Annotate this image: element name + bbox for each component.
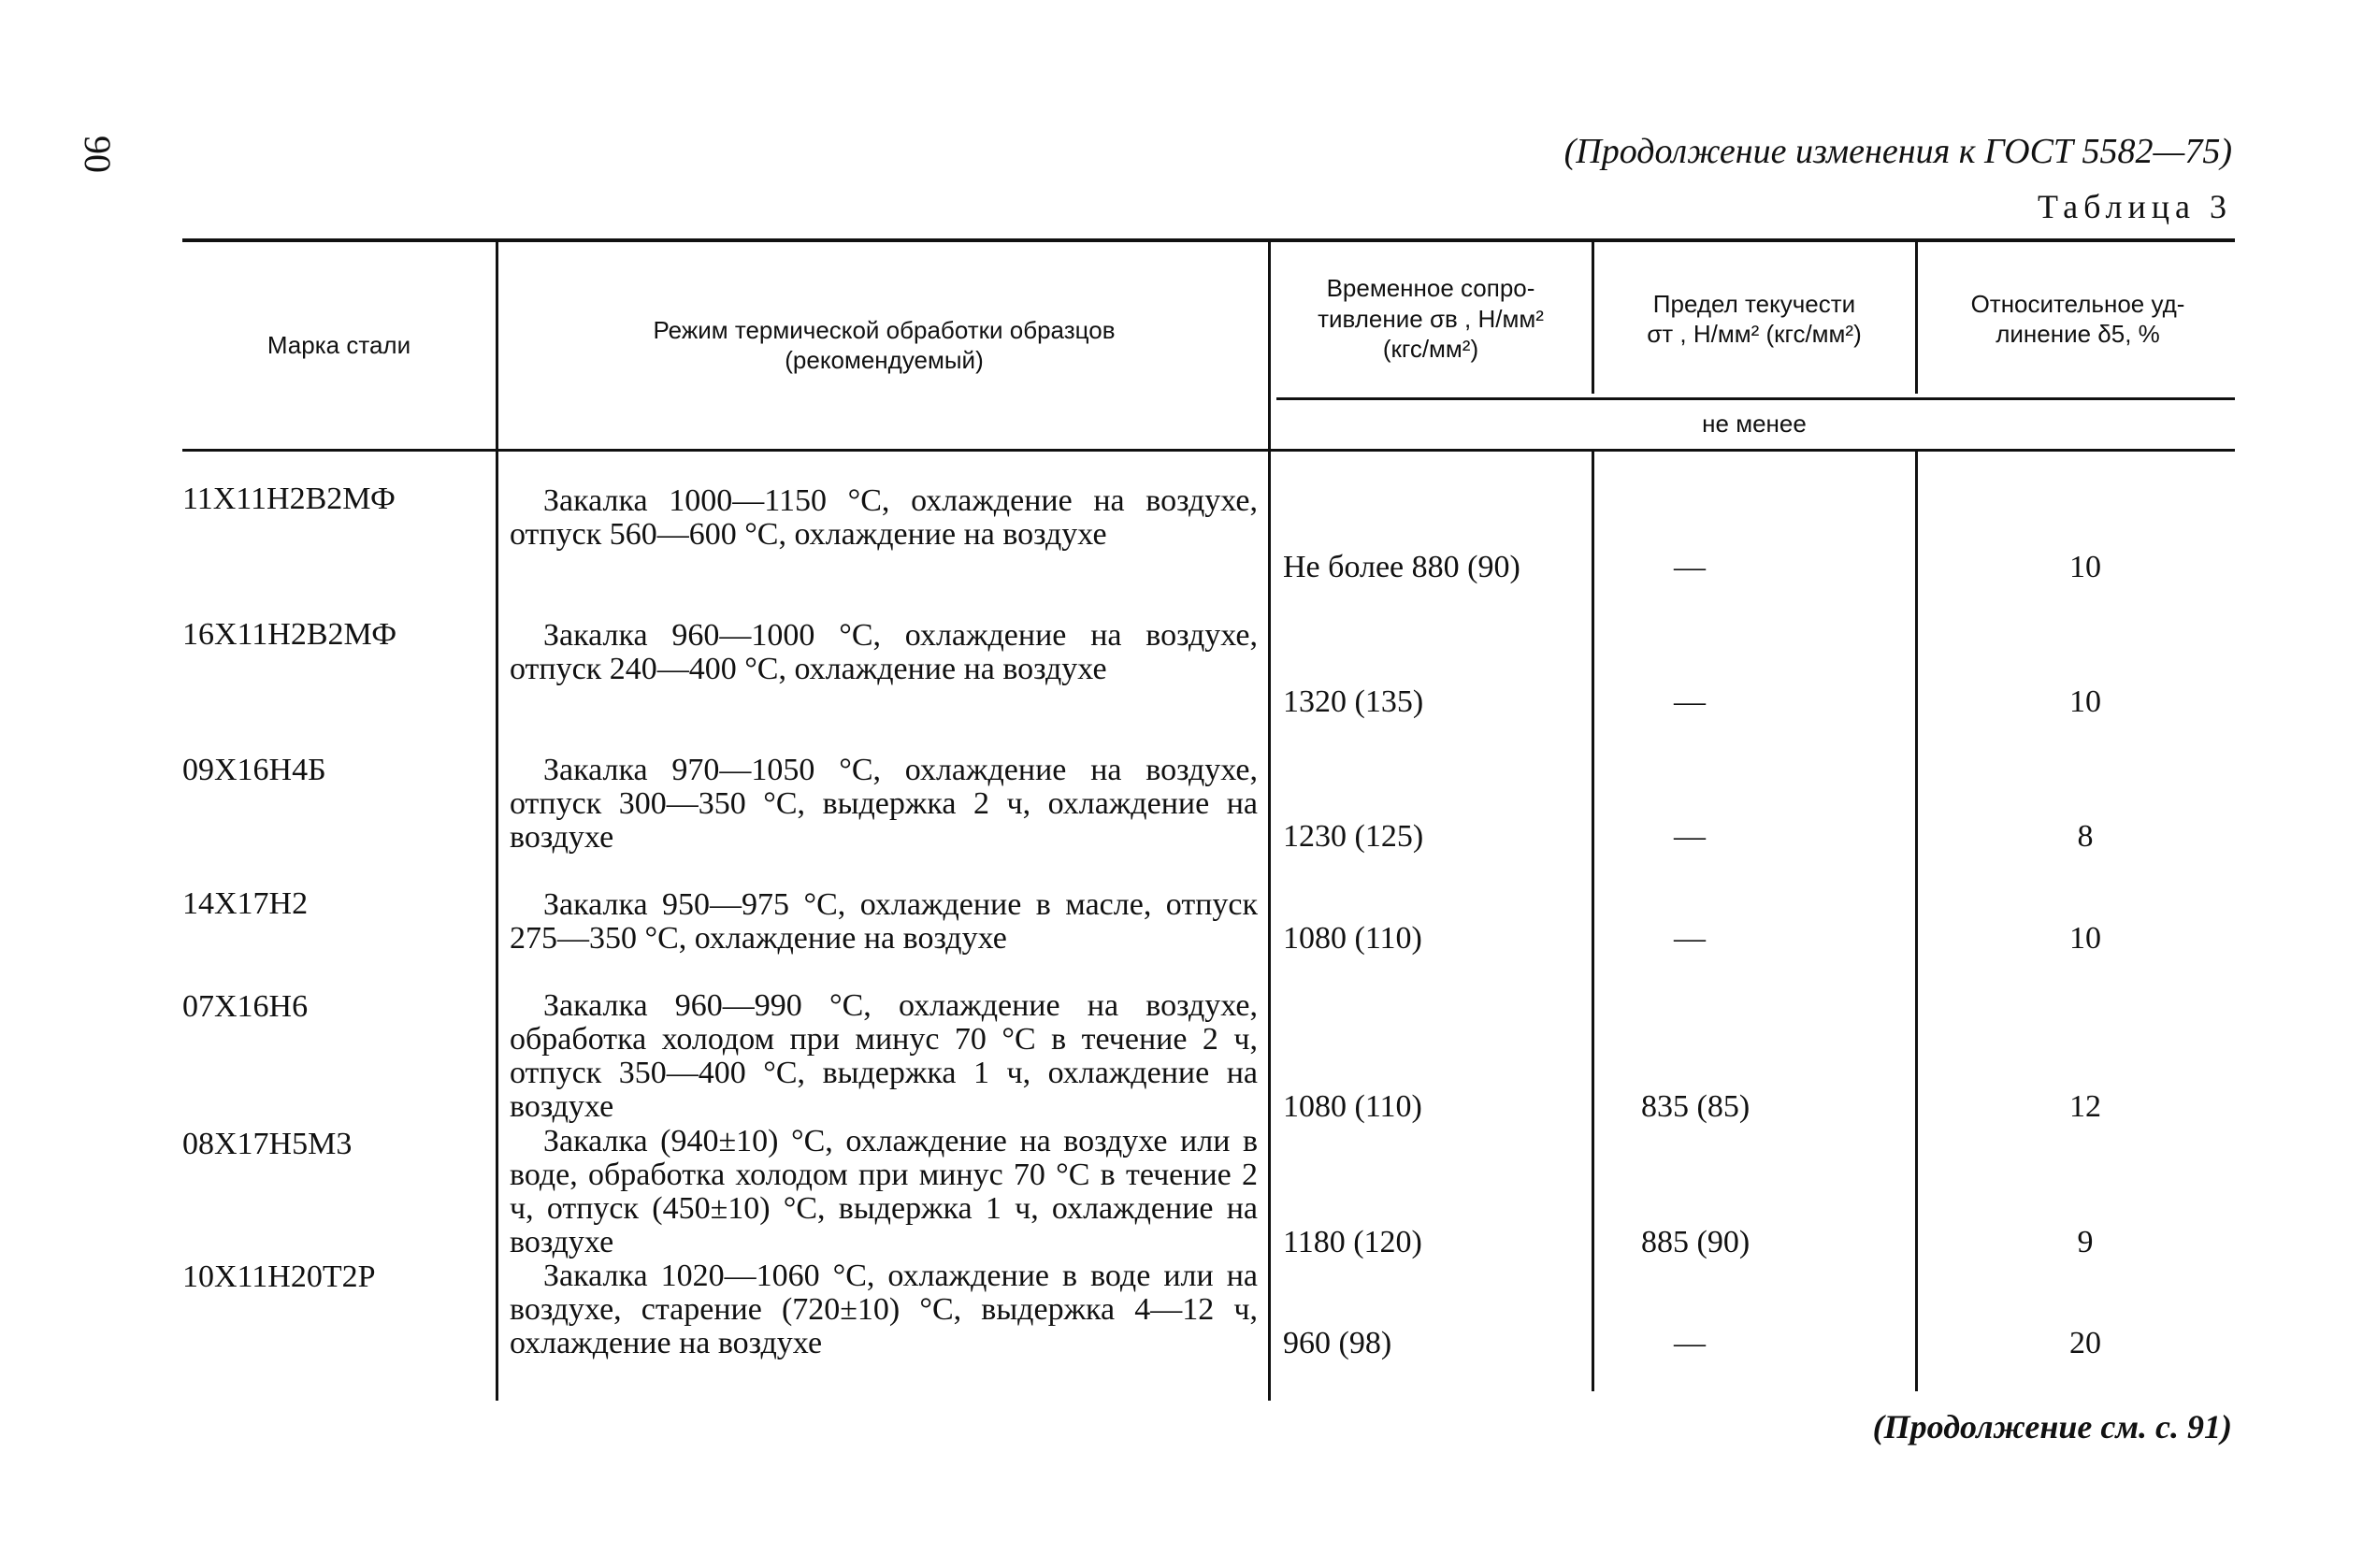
row-tensile: Не более 880 (90)	[1283, 550, 1520, 584]
row-yield: —	[1674, 921, 1706, 956]
row-elongation: 10	[2069, 550, 2101, 584]
header-not-less	[1274, 400, 2235, 447]
header-mode-line1: Режим термической обработки образцов	[653, 315, 1116, 344]
header-elongation	[1921, 245, 2235, 393]
row-tensile: 1080 (110)	[1283, 921, 1422, 956]
row-yield: —	[1674, 819, 1706, 854]
header-tensile-line1: Временное сопро-	[1326, 274, 1535, 303]
row-tensile: 1180 (120)	[1283, 1225, 1422, 1259]
column-divider-3	[1592, 241, 1594, 394]
row-yield: 835 (85)	[1641, 1089, 1751, 1124]
row-elongation: 10	[2069, 684, 2101, 719]
row-tensile: 960 (98)	[1283, 1326, 1392, 1360]
table-title: Таблица 3	[2038, 188, 2232, 225]
header-mode	[503, 245, 1265, 445]
header-elongation-line2: линение δ5, %	[1996, 320, 2160, 348]
header-not-less-label: не менее	[1702, 409, 1807, 438]
header-yield	[1597, 245, 1911, 393]
row-grade: 09Х16Н4Б	[182, 753, 326, 787]
row-tensile: 1230 (125)	[1283, 819, 1424, 854]
row-grade: 08Х17Н5М3	[182, 1127, 353, 1161]
row-grade: 11Х11Н2В2МФ	[182, 482, 396, 516]
row-elongation: 12	[2069, 1089, 2101, 1124]
row-elongation: 9	[2077, 1225, 2094, 1259]
row-elongation: 20	[2069, 1326, 2101, 1360]
row-grade: 10Х11Н20Т2Р	[182, 1259, 376, 1294]
header-yield-line2: σт , Н/мм² (кгс/мм²)	[1647, 320, 1862, 348]
continuation-header: (Продолжение изменения к ГОСТ 5582—75)	[1563, 132, 2232, 171]
row-mode: Закалка (940±10) °С, охлаждение на воздухе или в воде, обработка холодом при минус 70 °С в течение 2 ч, отпуск (450±10) °С, выдержка 1 ч, охлаждение на воздухе	[510, 1124, 1258, 1259]
row-mode: Закалка 1000—1150 °С, охлаждение на воздухе, отпуск 560—600 °С, охлаждение на воздухе	[510, 483, 1258, 552]
row-elongation: 10	[2069, 921, 2101, 956]
header-elongation-line1: Относительное уд-	[1970, 289, 2185, 318]
header-tensile	[1274, 245, 1588, 393]
row-elongation: 8	[2077, 819, 2094, 854]
row-mode: Закалка 970—1050 °С, охлаждение на воздухе, отпуск 300—350 °С, выдержка 2 ч, охлаждение на воздухе	[510, 753, 1258, 855]
header-grade-label: Марка стали	[267, 330, 411, 359]
header-mode-line2: (рекомендуемый)	[785, 346, 984, 374]
row-mode: Закалка 960—1000 °С, охлаждение на воздухе, отпуск 240—400 °С, охлаждение на воздухе	[510, 618, 1258, 686]
column-divider-3-body	[1592, 452, 1594, 1391]
continuation-footer: (Продолжение см. с. 91)	[1872, 1408, 2232, 1446]
header-yield-line1: Предел текучести	[1652, 289, 1856, 318]
header-grade	[187, 245, 491, 445]
row-grade: 14Х17Н2	[182, 886, 309, 921]
row-mode: Закалка 1020—1060 °С, охлаждение в воде или на воздухе, старение (720±10) °С, выдержка 4—12 ч, охлаждение на воздухе	[510, 1259, 1258, 1360]
page-number: 90	[77, 136, 119, 173]
row-tensile: 1080 (110)	[1283, 1089, 1422, 1124]
row-yield: 885 (90)	[1641, 1225, 1751, 1259]
row-mode: Закалка 950—975 °С, охлаждение в масле, отпуск 275—350 °С, охлаждение на воздухе	[510, 887, 1258, 956]
row-tensile: 1320 (135)	[1283, 684, 1424, 719]
row-yield: —	[1674, 1326, 1706, 1360]
header-tensile-line3: (кгс/мм²)	[1382, 335, 1479, 364]
row-mode: Закалка 960—990 °С, охлаждение на воздухе, обработка холодом при минус 70 °С в течение 2 ч, отпуск 350—400 °С, выдержка 1 ч, охлаждение на воздухе	[510, 988, 1258, 1124]
row-grade: 16Х11Н2В2МФ	[182, 617, 397, 652]
header-bottom-rule	[182, 449, 2235, 452]
column-divider-2	[1268, 241, 1271, 1401]
column-divider-1	[496, 241, 498, 1401]
row-yield: —	[1674, 550, 1706, 584]
header-tensile-line2: тивление σв , Н/мм²	[1318, 304, 1544, 333]
column-divider-4	[1915, 241, 1918, 394]
row-grade: 07Х16Н6	[182, 989, 309, 1024]
table-top-rule	[182, 238, 2235, 242]
row-yield: —	[1674, 684, 1706, 719]
column-divider-4-body	[1915, 452, 1918, 1391]
